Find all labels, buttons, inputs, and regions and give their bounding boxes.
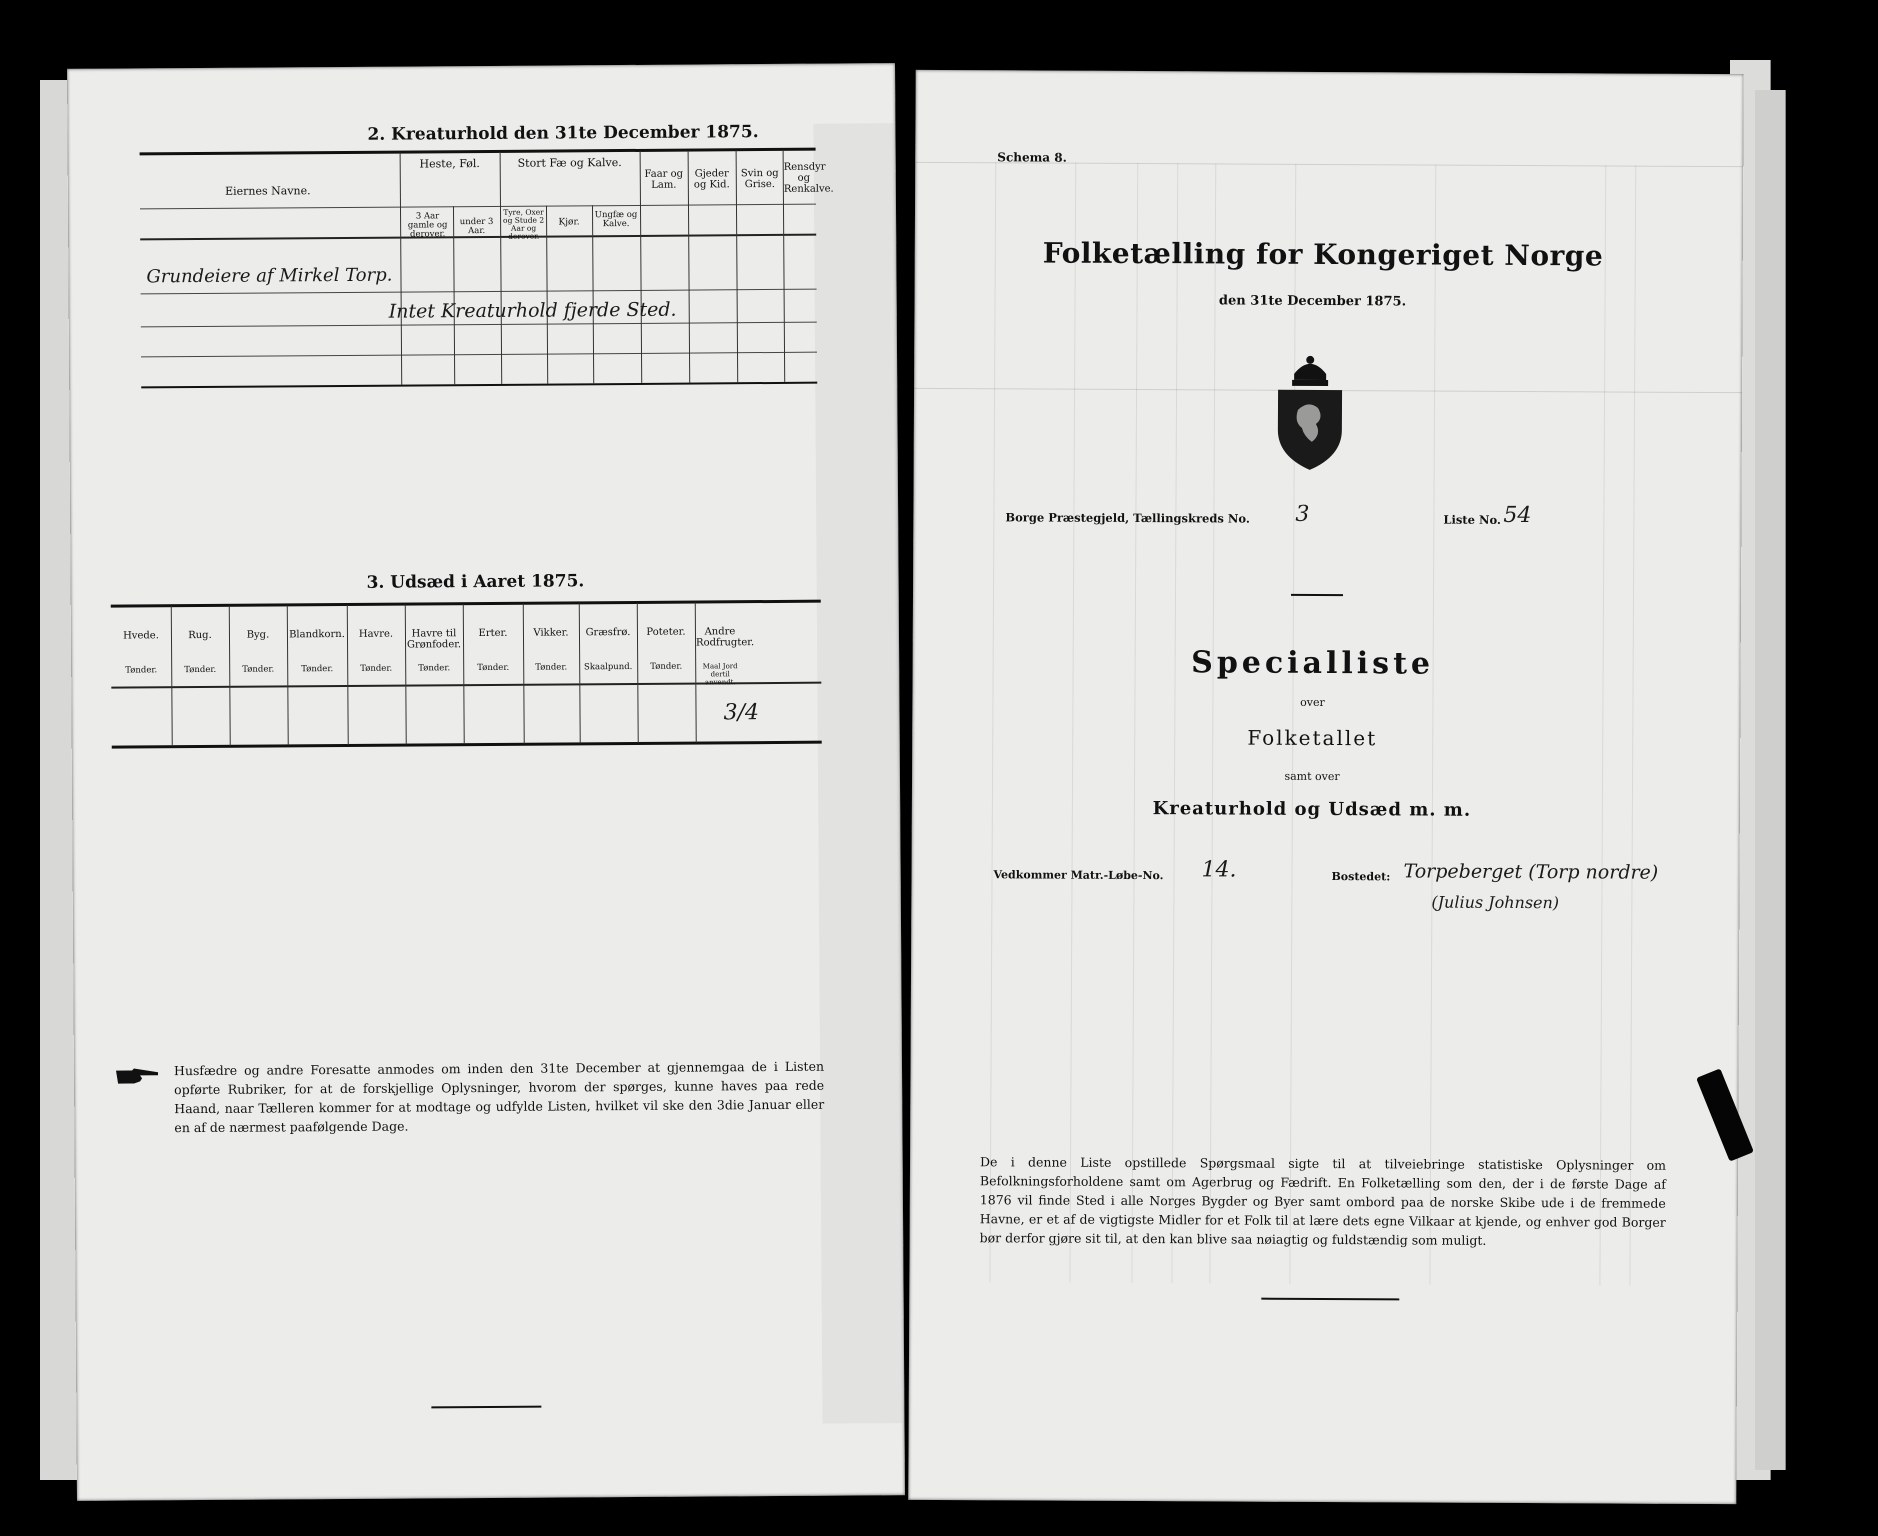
table3-col-unit: Tønder. — [125, 665, 158, 676]
table3-col-sep — [523, 604, 525, 744]
table3-col-sep — [287, 605, 289, 745]
table3-col-name: Blandkorn. — [289, 628, 345, 641]
folketallet-heading: Folketallet — [1247, 725, 1378, 751]
table2-row-1 — [141, 289, 817, 295]
table3-col-name: Poteter. — [646, 626, 686, 638]
table3-bottom-rule — [112, 741, 822, 749]
table3-col-name: Erter. — [478, 627, 508, 640]
table3-col-name: Vikker. — [533, 627, 569, 639]
table3-col-name: Hvede. — [123, 630, 159, 642]
right-closing-rule — [1261, 1298, 1399, 1301]
table3-col-unit: Tønder. — [477, 662, 510, 674]
table3-col-name: Havre til Grønfoder. — [406, 628, 462, 651]
handwritten-kreds-no: 3 — [1295, 501, 1310, 527]
section3-title: 3. Udsæd i Aaret 1875. — [366, 571, 585, 593]
col-group-heste: Heste, Føl. — [419, 157, 480, 171]
schema-label: Schema 8. — [997, 150, 1067, 165]
col-group-stort-fae: Stort Fæ og Kalve. — [517, 156, 622, 170]
bleed-col — [1069, 163, 1076, 1283]
footer-text: De i denne Liste opstillede Spørgsmaal sigte til at tilveiebringe statistiske Oplysninger om Befolkningsforholdene samt om Agerbrug og Fædrift. En Folketælling som den, der i de første Dage af 1876 vil finde Sted i alle Norges Bygder og Byer samt ombord paa de norske Skibe ude i de fremmede Havne, er et af de vigtigste Midler for et Folk til at lære dets egne Vilkaar at kjende, og enhver god Borger bør derfor gjøre sit til, at den kan blive saa nøiagtig og fuldstændig som muligt. — [979, 1154, 1667, 1248]
matr-label: Vedkommer Matr.-Løbe-No. — [993, 868, 1164, 883]
bostedet-label: Bostedet: — [1331, 870, 1391, 884]
table3-col-unit: Tønder. — [184, 664, 217, 676]
table2-top-rule — [140, 148, 816, 156]
table2-row-3 — [141, 352, 817, 358]
bleed-col — [1599, 165, 1606, 1285]
handwritten-no-livestock: Intet Kreaturhold fjerde Sted. — [388, 298, 677, 323]
bleed-col — [1429, 165, 1436, 1285]
table3-col-unit: Tønder. — [418, 663, 451, 674]
bleed-col — [1131, 163, 1138, 1283]
table3-col-name: Byg. — [246, 629, 270, 641]
table3-col-sep — [579, 603, 581, 743]
bleed-col — [1289, 164, 1296, 1284]
pointing-hand-icon — [114, 1066, 162, 1086]
table2-col-sep — [400, 153, 403, 385]
bleed-col — [1171, 163, 1178, 1283]
table2-row-2 — [141, 322, 817, 328]
col-rensdyr: Rensdyr og Renkalve. — [783, 161, 834, 195]
table3-col-sep — [171, 606, 173, 746]
table3-col-unit: Tønder. — [301, 664, 334, 675]
col-tyre-oxer: Tyre, Oxer og Stude 2 Aar og derover. — [503, 207, 545, 241]
col-gjeder: Gjeder og Kid. — [693, 168, 730, 191]
main-title: Folketælling for Kongeriget Norge — [1042, 236, 1604, 273]
col-faar: Faar og Lam. — [644, 168, 684, 191]
table3-col-unit: Skaalpund. — [583, 661, 633, 673]
col-ungfae: Ungfæ og Kalve. — [594, 209, 638, 230]
col-heste-under3: under 3 Aar. — [459, 216, 494, 237]
col-kjor: Kjør. — [558, 217, 580, 228]
table2-col-sep — [546, 206, 548, 384]
over-label-1: over — [1300, 695, 1325, 709]
left-page — [67, 63, 905, 1501]
left-closing-rule — [431, 1406, 541, 1409]
handwritten-owner: Grundeiere af Mirkel Torp. — [146, 264, 393, 288]
bleed-col — [989, 162, 996, 1282]
table3-col-sep — [405, 605, 407, 745]
table3-col-sep — [347, 605, 349, 745]
district-prefix: Borge Præstegjeld, Tællingskreds No. — [1005, 510, 1250, 526]
table3-col-unit: Tønder. — [360, 663, 393, 674]
col-svin: Svin og Grise. — [740, 167, 779, 191]
samt-over-label: samt over — [1284, 769, 1340, 784]
notice-text: Husfædre og andre Foresatte anmodes om inden den 31te December at gjennemgaa de i Listen opførte Rubriker, for at de forskjellige Oplysninger, hvorom der spørges, kunne haves paa rede Haand, naar Tælleren kommer for at modtage og udfylde Listen, hvilket vil ske den 3die Januar eller en af de nærmest paafølgende Dage. — [173, 1058, 825, 1136]
handwritten-poteter-value: 3/4 — [723, 700, 760, 726]
page-stack-right-2 — [1755, 90, 1786, 1470]
table3-col-unit: Tønder. — [535, 662, 568, 673]
bleed-col — [1629, 166, 1636, 1286]
table3-col-name: Rug. — [188, 629, 212, 642]
table3-col-sep — [229, 606, 231, 746]
table2-header-rule — [140, 204, 816, 210]
table2-col-sep — [592, 205, 594, 383]
handwritten-matr-no: 14. — [1201, 857, 1237, 883]
right-page — [908, 70, 1743, 1504]
bleed-through-margin — [813, 123, 902, 1424]
kreaturhold-heading: Kreaturhold og Udsæd m. m. — [1152, 798, 1472, 821]
table3-col-unit: Maal Jord dertil anvendt. — [702, 662, 738, 687]
table3-col-sep — [637, 603, 639, 743]
specialliste-heading: Specialliste — [1191, 645, 1435, 682]
table3-col-name: Andre Rodfrugter. — [695, 626, 755, 649]
section2-title: 2. Kreaturhold den 31te December 1875. — [367, 122, 759, 145]
col-heste-3aar: 3 Aar gamle og derover. — [407, 211, 448, 240]
table2-col-sep — [500, 152, 503, 384]
norwegian-coat-of-arms-icon — [1268, 352, 1353, 472]
table3-col-unit: Tønder. — [650, 661, 683, 672]
table3-col-name: Græsfrø. — [585, 626, 631, 639]
bleed-col — [1209, 163, 1216, 1283]
handwritten-bostedet: Torpeberget (Torp nordre) — [1403, 860, 1659, 884]
table3-col-name: Havre. — [358, 628, 394, 640]
bleed-through-grid — [916, 70, 1744, 74]
short-rule — [1291, 594, 1343, 596]
table3-col-sep — [463, 604, 465, 744]
table3-top-rule — [111, 600, 821, 608]
title-date: den 31te December 1875. — [1218, 293, 1407, 310]
table2-bottom-rule — [141, 382, 817, 389]
table3-col-unit: Tønder. — [242, 664, 275, 675]
liste-label: Liste No. — [1443, 512, 1501, 527]
col-owner-names: Eiernes Navne. — [225, 184, 311, 198]
handwritten-bostedet-name: (Julius Johnsen) — [1431, 892, 1560, 913]
handwritten-liste-no: 54 — [1503, 502, 1532, 529]
